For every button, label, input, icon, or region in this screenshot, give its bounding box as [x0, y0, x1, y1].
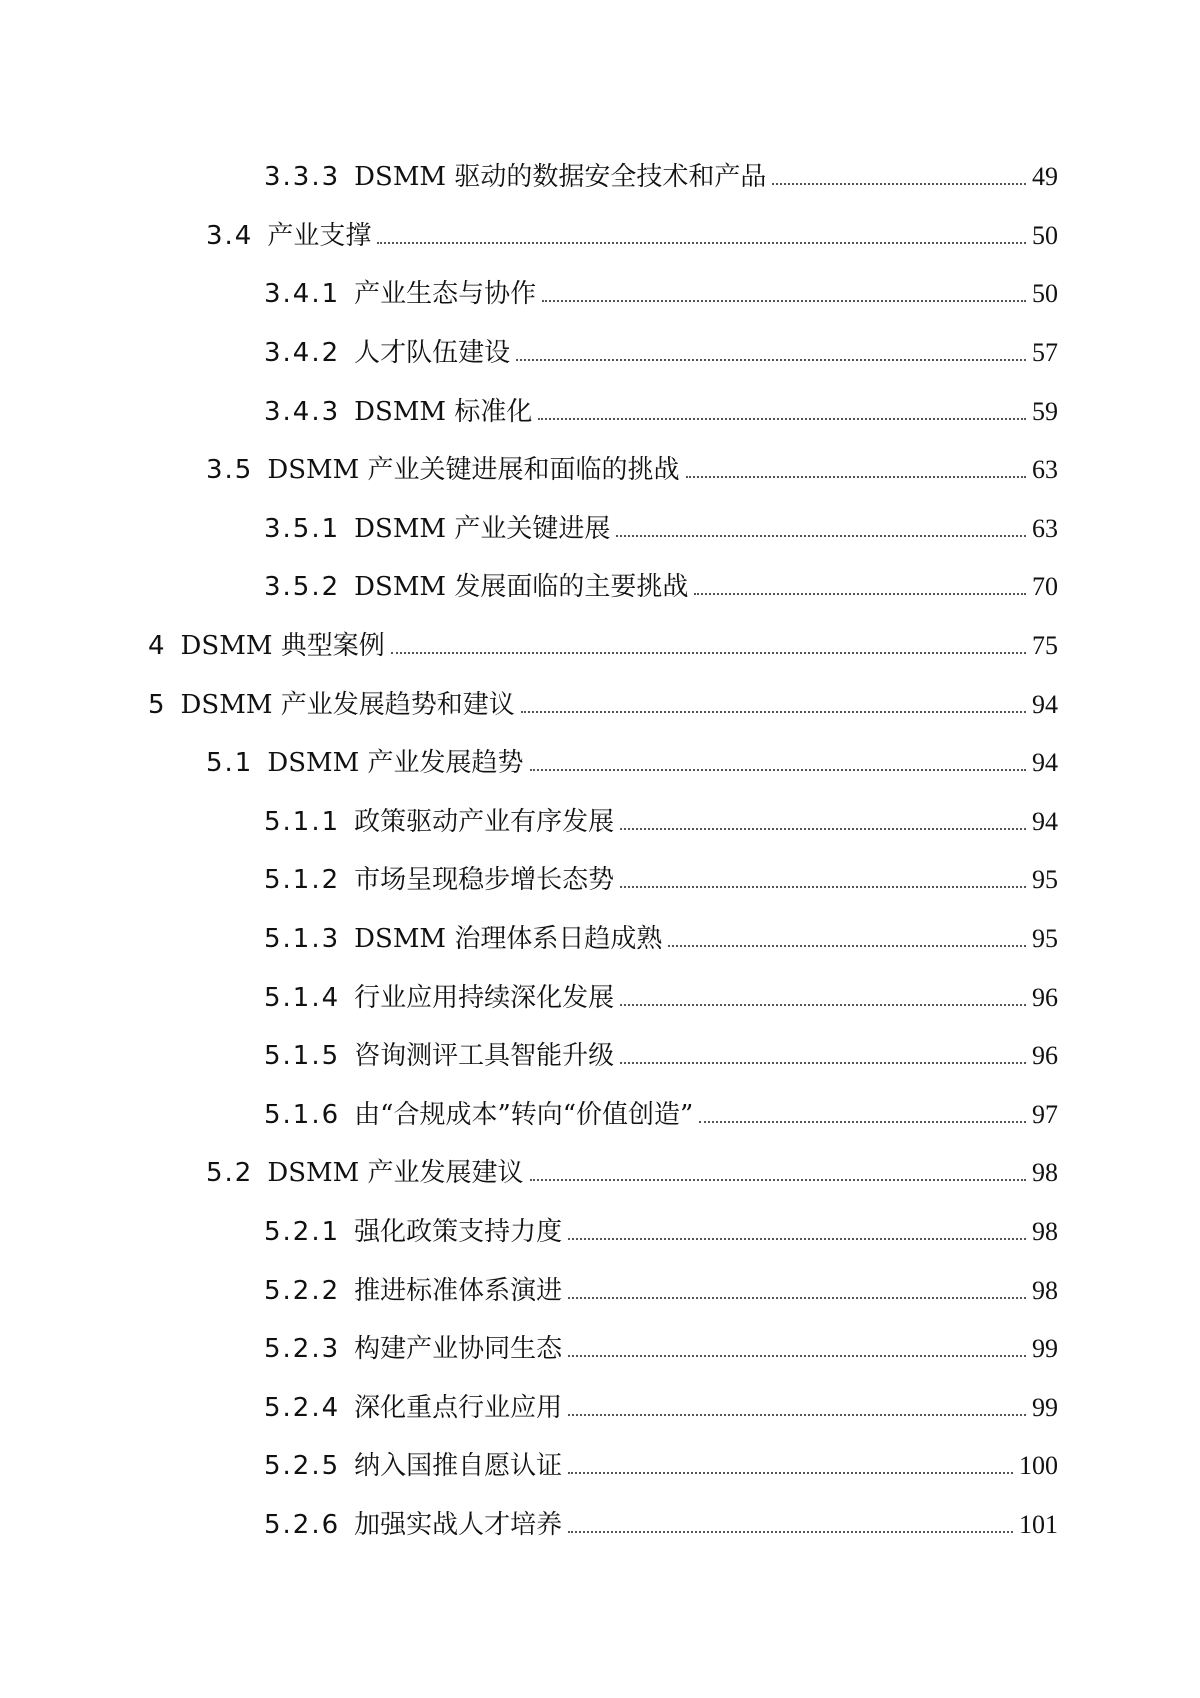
toc-entry-number: 5.2.2 — [264, 1275, 341, 1306]
toc-entry-title: DSMM 产业发展趋势 — [267, 748, 524, 779]
toc-dot-leader — [620, 886, 1026, 888]
toc-entry-title: 政策驱动产业有序发展 — [354, 806, 615, 837]
toc-dot-leader — [668, 945, 1026, 947]
toc-dot-leader — [516, 359, 1026, 361]
toc-entry-page-number: 50 — [1032, 279, 1058, 309]
toc-entry — [0, 1378, 1200, 1437]
toc-entry-link[interactable] — [264, 1216, 1058, 1247]
toc-entry-link[interactable] — [264, 396, 1058, 427]
toc-entry-title: 加强实战人才培养 — [354, 1509, 563, 1540]
toc-entry-title: 由“合规成本”转向“价值创造” — [354, 1099, 694, 1130]
toc-entry-page-number: 98 — [1032, 1216, 1058, 1246]
toc-entry-page-number: 95 — [1032, 865, 1058, 895]
toc-entry-page-number: 95 — [1032, 924, 1058, 954]
toc-dot-leader — [538, 418, 1026, 420]
toc-entry-number: 3.3.3 — [264, 162, 341, 193]
toc-dot-leader — [568, 1531, 1013, 1533]
toc-entry-number: 5 — [148, 689, 167, 720]
toc-entry-link[interactable] — [264, 1392, 1058, 1423]
toc-dot-leader — [530, 1179, 1026, 1181]
toc-dot-leader — [694, 593, 1026, 595]
toc-entry-title: 咨询测评工具智能升级 — [354, 1041, 615, 1072]
toc-entry-title: 深化重点行业应用 — [354, 1392, 563, 1423]
toc-dot-leader — [377, 242, 1026, 244]
toc-entry — [0, 207, 1200, 266]
toc-entry-link[interactable] — [148, 689, 1058, 720]
toc-entry — [0, 910, 1200, 969]
toc-entry — [0, 1496, 1200, 1555]
toc-dot-leader — [686, 476, 1026, 478]
toc-dot-leader — [568, 1297, 1026, 1299]
toc-entry-title: DSMM 产业发展趋势和建议 — [180, 689, 515, 720]
toc-dot-leader — [568, 1238, 1026, 1240]
toc-entry-number: 3.4 — [206, 220, 254, 251]
toc-entry-page-number: 49 — [1032, 162, 1058, 192]
toc-entry-page-number: 101 — [1019, 1509, 1058, 1539]
toc-entry-title: 市场呈现稳步增长态势 — [354, 865, 615, 896]
table-of-contents — [0, 148, 1200, 1554]
toc-entry-page-number: 63 — [1032, 513, 1058, 543]
toc-entry-title: 人才队伍建设 — [354, 338, 511, 369]
toc-entry-number: 3.4.1 — [264, 279, 341, 310]
toc-entry-link[interactable] — [264, 1509, 1058, 1540]
toc-entry-number: 5.2.5 — [264, 1451, 341, 1482]
toc-entry-title: DSMM 发展面临的主要挑战 — [354, 572, 689, 603]
toc-entry-number: 5.2 — [206, 1158, 254, 1189]
toc-entry-link[interactable] — [206, 748, 1058, 779]
toc-entry-link[interactable] — [264, 924, 1058, 955]
toc-dot-leader — [568, 1414, 1026, 1416]
toc-dot-leader — [391, 652, 1026, 654]
toc-entry — [0, 1086, 1200, 1145]
toc-entry-title: DSMM 治理体系日趋成熟 — [354, 924, 663, 955]
toc-entry-page-number: 50 — [1032, 220, 1058, 250]
toc-dot-leader — [772, 183, 1026, 185]
toc-entry-number: 3.5.2 — [264, 572, 341, 603]
toc-entry-link[interactable] — [264, 572, 1058, 603]
toc-entry-page-number: 99 — [1032, 1392, 1058, 1422]
toc-entry-page-number: 75 — [1032, 631, 1058, 661]
toc-entry — [0, 851, 1200, 910]
toc-entry-link[interactable] — [264, 982, 1058, 1013]
toc-entry-page-number: 70 — [1032, 572, 1058, 602]
toc-entry — [0, 675, 1200, 734]
toc-entry-page-number: 100 — [1019, 1451, 1058, 1481]
toc-entry — [0, 1144, 1200, 1203]
toc-entry — [0, 1203, 1200, 1262]
toc-entry-link[interactable] — [264, 865, 1058, 896]
toc-entry-number: 3.4.2 — [264, 338, 341, 369]
toc-entry-link[interactable] — [264, 338, 1058, 369]
toc-entry-page-number: 96 — [1032, 1041, 1058, 1071]
toc-dot-leader — [521, 711, 1026, 713]
toc-entry — [0, 324, 1200, 383]
toc-entry-link[interactable] — [264, 513, 1058, 544]
toc-entry — [0, 734, 1200, 793]
toc-entry — [0, 1320, 1200, 1379]
toc-entry — [0, 148, 1200, 207]
toc-dot-leader — [616, 535, 1026, 537]
toc-entry — [0, 793, 1200, 852]
toc-entry-page-number: 98 — [1032, 1275, 1058, 1305]
toc-dot-leader — [620, 1062, 1026, 1064]
toc-dot-leader — [620, 1004, 1026, 1006]
toc-entry-number: 5.2.3 — [264, 1334, 341, 1365]
toc-entry-link[interactable] — [264, 1334, 1058, 1365]
toc-entry-link[interactable] — [264, 279, 1058, 310]
toc-entry-number: 5.1 — [206, 748, 254, 779]
toc-entry — [0, 265, 1200, 324]
toc-entry-title: 构建产业协同生态 — [354, 1334, 563, 1365]
toc-entry-link[interactable] — [264, 1041, 1058, 1072]
toc-entry-title: DSMM 标准化 — [354, 396, 533, 427]
toc-entry — [0, 617, 1200, 676]
toc-entry-title: DSMM 产业关键进展和面临的挑战 — [267, 455, 680, 486]
toc-entry-link[interactable] — [264, 1099, 1058, 1130]
toc-entry-title: 纳入国推自愿认证 — [354, 1451, 563, 1482]
toc-dot-leader — [542, 300, 1026, 302]
toc-entry-number: 5.1.1 — [264, 806, 341, 837]
toc-entry-page-number: 96 — [1032, 982, 1058, 1012]
toc-dot-leader — [568, 1472, 1013, 1474]
toc-entry-page-number: 97 — [1032, 1099, 1058, 1129]
toc-entry-title: 产业生态与协作 — [354, 279, 537, 310]
toc-dot-leader — [620, 828, 1026, 830]
toc-entry-number: 4 — [148, 631, 167, 662]
toc-entry-page-number: 94 — [1032, 748, 1058, 778]
toc-entry-number: 5.1.2 — [264, 865, 341, 896]
toc-entry-link[interactable] — [148, 631, 1058, 662]
toc-entry-link[interactable] — [264, 1451, 1058, 1482]
toc-dot-leader — [699, 1121, 1026, 1123]
toc-entry-page-number: 63 — [1032, 455, 1058, 485]
toc-entry — [0, 441, 1200, 500]
toc-entry-title: DSMM 典型案例 — [180, 631, 385, 662]
toc-entry-page-number: 59 — [1032, 396, 1058, 426]
toc-entry-title: DSMM 产业关键进展 — [354, 513, 611, 544]
toc-entry-page-number: 98 — [1032, 1158, 1058, 1188]
toc-entry-title: DSMM 产业发展建议 — [267, 1158, 524, 1189]
toc-entry-link[interactable] — [206, 1158, 1058, 1189]
toc-entry — [0, 500, 1200, 559]
toc-entry-page-number: 57 — [1032, 338, 1058, 368]
toc-entry-title: 推进标准体系演进 — [354, 1275, 563, 1306]
toc-entry-number: 5.1.6 — [264, 1099, 341, 1130]
toc-entry-number: 3.5.1 — [264, 513, 341, 544]
toc-entry-number: 5.2.1 — [264, 1216, 341, 1247]
toc-entry-title: DSMM 驱动的数据安全技术和产品 — [354, 162, 767, 193]
toc-entry — [0, 1261, 1200, 1320]
toc-entry-page-number: 94 — [1032, 689, 1058, 719]
toc-entry — [0, 558, 1200, 617]
toc-entry-title: 产业支撑 — [267, 220, 372, 251]
toc-entry — [0, 1027, 1200, 1086]
toc-entry-link[interactable] — [264, 162, 1058, 193]
toc-entry-number: 3.5 — [206, 455, 254, 486]
toc-entry — [0, 1437, 1200, 1496]
toc-entry-title: 行业应用持续深化发展 — [354, 982, 615, 1013]
toc-entry-number: 5.1.3 — [264, 924, 341, 955]
toc-entry-page-number: 99 — [1032, 1334, 1058, 1364]
toc-entry-page-number: 94 — [1032, 806, 1058, 836]
toc-entry-link[interactable] — [264, 1275, 1058, 1306]
toc-entry-number: 3.4.3 — [264, 396, 341, 427]
toc-entry-title: 强化政策支持力度 — [354, 1216, 563, 1247]
toc-entry-link[interactable] — [206, 455, 1058, 486]
toc-entry-number: 5.1.4 — [264, 982, 341, 1013]
toc-dot-leader — [530, 769, 1026, 771]
toc-entry-number: 5.1.5 — [264, 1041, 341, 1072]
toc-entry — [0, 968, 1200, 1027]
toc-entry-number: 5.2.4 — [264, 1392, 341, 1423]
toc-entry — [0, 382, 1200, 441]
toc-entry-link[interactable] — [206, 220, 1058, 251]
toc-entry-number: 5.2.6 — [264, 1509, 341, 1540]
toc-dot-leader — [568, 1355, 1026, 1357]
toc-entry-link[interactable] — [264, 806, 1058, 837]
